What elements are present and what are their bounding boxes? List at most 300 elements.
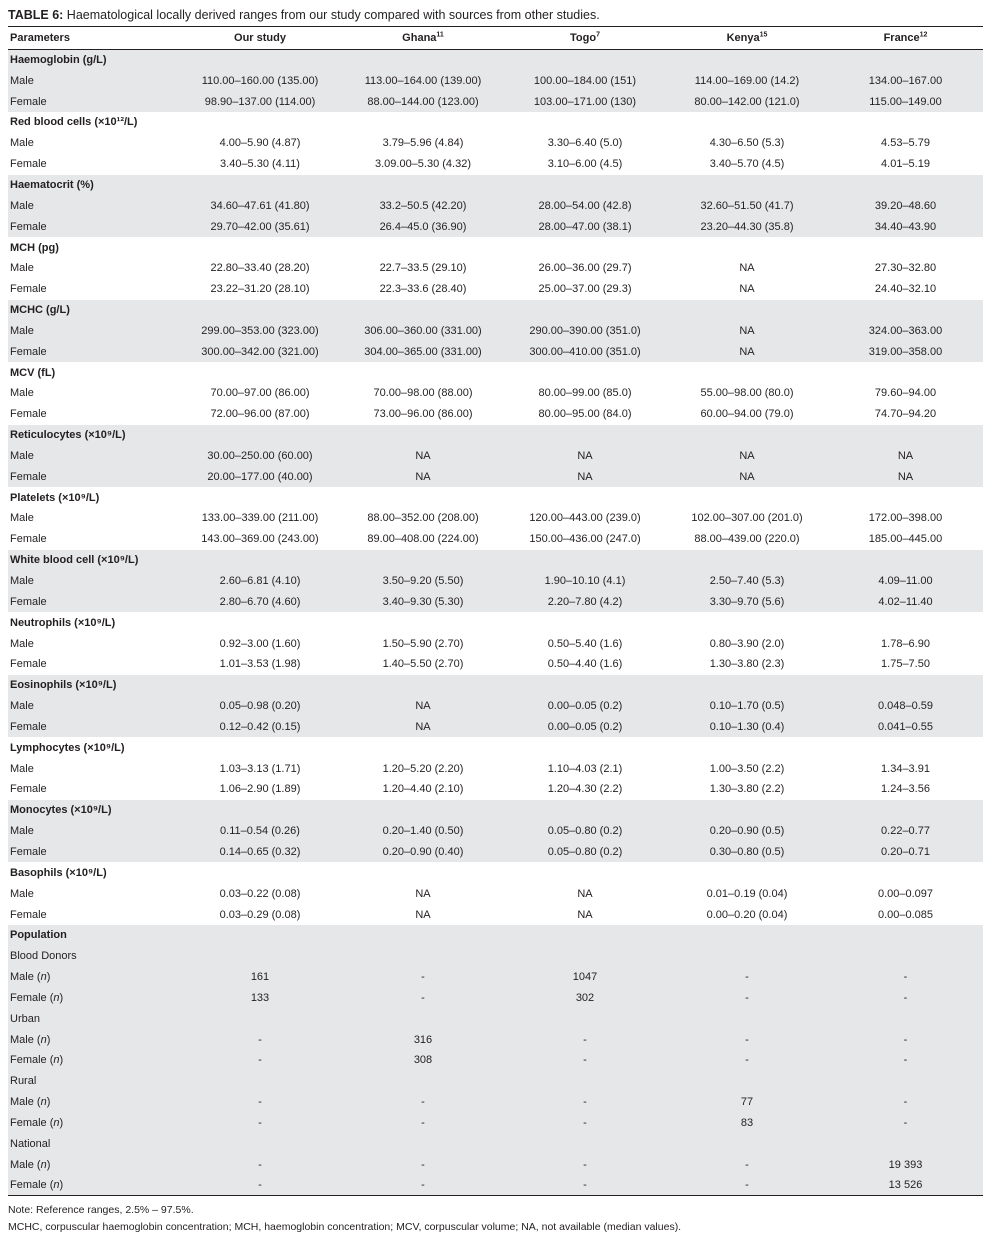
cell-value: - <box>583 1096 587 1109</box>
row-label: MCH (pg) <box>10 241 59 254</box>
cell-value: NA <box>415 908 431 921</box>
cell-value: 80.00–99.00 (85.0) <box>538 387 632 400</box>
section-header-row <box>8 50 983 71</box>
cell-value: 2.60–6.81 (4.10) <box>219 575 301 588</box>
cell-value: 110.00–160.00 (135.00) <box>201 74 319 87</box>
row-label: Female <box>10 908 47 921</box>
cell-value: 1.30–3.80 (2.3) <box>709 658 785 671</box>
cell-value: 185.00–445.00 <box>868 533 943 546</box>
cell-value: 0.22–0.77 <box>881 825 930 838</box>
header-france <box>828 27 983 50</box>
section-header-row <box>8 800 983 821</box>
cell-value: 0.50–4.40 (1.6) <box>547 658 623 671</box>
cell-value: - <box>421 991 425 1004</box>
cell-value: 79.60–94.00 <box>874 387 937 400</box>
cell-value <box>504 550 666 571</box>
cell-value <box>504 925 666 946</box>
cell-value: 13 526 <box>828 1175 983 1196</box>
cell-value <box>666 112 828 133</box>
cell-value: 0.00–0.05 (0.2) <box>547 720 623 733</box>
cell-value <box>504 425 666 446</box>
cell-value: 25.00–37.00 (29.3) <box>538 283 632 296</box>
row-label: Male <box>10 324 34 337</box>
row-label: Male <box>10 137 34 150</box>
table-row <box>8 195 983 216</box>
cell-value: 73.00–96.00 (86.00) <box>373 408 473 421</box>
cell-value: 60.00–94.00 (79.0) <box>700 408 794 421</box>
table-row <box>8 717 983 738</box>
header-ghana <box>342 27 504 50</box>
row-label: Female (n) <box>10 1054 64 1067</box>
row-label: Male <box>10 512 34 525</box>
row-label: Haemoglobin (g/L) <box>10 54 107 67</box>
cell-value: - <box>583 1116 587 1129</box>
row-label: Female <box>10 470 47 483</box>
cell-value: 308 <box>413 1054 433 1067</box>
cell-value: - <box>903 971 908 984</box>
cell-value: 88.00–439.00 (220.0) <box>694 533 800 546</box>
cell-value: NA <box>415 449 431 462</box>
row-label: Female <box>10 845 47 858</box>
table-row <box>8 258 983 279</box>
cell-value: 3.79–5.96 (4.84) <box>382 137 464 150</box>
cell-value: 3.40–5.70 (4.5) <box>709 158 785 171</box>
table-row <box>8 320 983 341</box>
row-label: Male <box>10 449 34 462</box>
cell-value <box>178 175 342 196</box>
cell-value: - <box>903 1054 908 1067</box>
table-row <box>8 216 983 237</box>
table-row <box>8 91 983 112</box>
header-kenya-ref: 15 <box>759 31 768 39</box>
table-row <box>8 779 983 800</box>
cell-value: 1.78–6.90 <box>881 637 930 650</box>
cell-value <box>828 1008 983 1029</box>
cell-value: 0.50–5.40 (1.6) <box>547 637 623 650</box>
cell-value: NA <box>415 887 431 900</box>
cell-value: 28.00–47.00 (38.1) <box>538 220 632 233</box>
table-row <box>8 1092 983 1113</box>
cell-value: 0.048–0.59 <box>877 700 934 713</box>
row-label: Male (n) <box>10 1158 51 1171</box>
cell-value: 304.00–365.00 (331.00) <box>364 345 482 358</box>
cell-value <box>178 925 342 946</box>
cell-value: 1.20–4.40 (2.10) <box>382 783 464 796</box>
cell-value: 102.00–307.00 (201.0) <box>691 512 803 525</box>
cell-value: 20.00–177.00 (40.00) <box>207 470 313 483</box>
cell-value <box>342 946 504 967</box>
cell-value: 316 <box>413 1033 433 1046</box>
row-label: White blood cell (×10⁹/L) <box>10 554 139 567</box>
cell-value: - <box>583 1033 587 1046</box>
cell-value: 1.20–4.30 (2.2) <box>547 783 623 796</box>
cell-value <box>504 800 666 821</box>
cell-value <box>342 612 504 633</box>
table-row <box>8 696 983 717</box>
row-label: Female <box>10 408 47 421</box>
row-label: Female <box>10 345 47 358</box>
cell-value <box>178 237 342 258</box>
cell-value <box>828 1071 983 1092</box>
cell-value <box>666 550 828 571</box>
cell-value <box>828 946 983 967</box>
cell-value: 4.53–5.79 <box>881 137 930 150</box>
cell-value: - <box>666 1175 828 1196</box>
cell-value: 0.03–0.22 (0.08) <box>219 887 301 900</box>
cell-value: 3.09.00–5.30 (4.32) <box>374 158 472 171</box>
table-header-row <box>8 27 983 50</box>
row-label: Lymphocytes (×10⁹/L) <box>10 741 125 754</box>
cell-value: 28.00–54.00 (42.8) <box>538 199 632 212</box>
table-row <box>8 529 983 550</box>
cell-value: 0.20–0.90 (0.5) <box>709 825 785 838</box>
cell-value: 3.10–6.00 (4.5) <box>547 158 623 171</box>
cell-value: 103.00–171.00 (130) <box>533 95 637 108</box>
row-label: Male <box>10 887 34 900</box>
cell-value: 0.92–3.00 (1.60) <box>219 637 301 650</box>
table-row <box>8 133 983 154</box>
section-header-row <box>8 112 983 133</box>
cell-value <box>666 1071 828 1092</box>
cell-value: NA <box>577 470 593 483</box>
table-row <box>8 383 983 404</box>
table-row <box>8 842 983 863</box>
cell-value: 1.06–2.90 (1.89) <box>219 783 301 796</box>
cell-value <box>178 362 342 383</box>
cell-value: 3.30–9.70 (5.6) <box>709 595 785 608</box>
cell-value: - <box>583 1054 587 1067</box>
table-notes <box>8 1202 991 1236</box>
table-row <box>8 591 983 612</box>
cell-value <box>504 237 666 258</box>
table-row <box>8 758 983 779</box>
cell-value <box>504 1133 666 1154</box>
cell-value <box>666 737 828 758</box>
cell-value: - <box>903 991 908 1004</box>
section-header-row <box>8 612 983 633</box>
cell-value: 98.90–137.00 (114.00) <box>204 95 316 108</box>
cell-value: NA <box>415 470 431 483</box>
cell-value <box>178 862 342 883</box>
row-label: Female (n) <box>10 991 64 1004</box>
row-label: Population <box>10 929 67 942</box>
cell-value <box>828 675 983 696</box>
cell-value <box>666 50 828 71</box>
cell-value <box>828 1133 983 1154</box>
cell-value: 33.2–50.5 (42.20) <box>379 199 467 212</box>
cell-value: 0.03–0.29 (0.08) <box>219 908 301 921</box>
cell-value: 3.40–9.30 (5.30) <box>382 595 464 608</box>
table-row <box>8 633 983 654</box>
table-row <box>8 654 983 675</box>
cell-value: 80.00–95.00 (84.0) <box>538 408 632 421</box>
cell-value: 26.4–45.0 (36.90) <box>379 220 467 233</box>
cell-value <box>178 1071 342 1092</box>
cell-value: 74.70–94.20 <box>874 408 937 421</box>
row-label: Male (n) <box>10 971 51 984</box>
row-label: MCV (fL) <box>10 366 56 379</box>
cell-value <box>504 862 666 883</box>
row-label: Female <box>10 658 47 671</box>
table-row <box>8 1154 983 1175</box>
table-row <box>8 883 983 904</box>
cell-value <box>666 612 828 633</box>
cell-value: 34.60–47.61 (41.80) <box>210 199 310 212</box>
cell-value: 4.30–6.50 (5.3) <box>709 137 785 150</box>
cell-value <box>342 175 504 196</box>
cell-value: 2.50–7.40 (5.3) <box>709 575 785 588</box>
cell-value: 133.00–339.00 (211.00) <box>201 512 319 525</box>
cell-value: NA <box>415 700 431 713</box>
cell-value <box>828 800 983 821</box>
cell-value: - <box>745 1158 749 1171</box>
table-row <box>8 446 983 467</box>
row-label: Male <box>10 825 34 838</box>
cell-value: 161 <box>250 971 270 984</box>
cell-value: 4.02–11.40 <box>878 595 933 608</box>
cell-value <box>178 737 342 758</box>
cell-value: 0.05–0.80 (0.2) <box>547 845 623 858</box>
cell-value <box>828 925 983 946</box>
table-row <box>8 1175 983 1196</box>
cell-value: 39.20–48.60 <box>874 199 937 212</box>
cell-value: 24.40–32.10 <box>874 283 937 296</box>
cell-value: 23.22–31.20 (28.10) <box>210 283 310 296</box>
cell-value: 113.00–164.00 (139.00) <box>364 74 482 87</box>
cell-value <box>504 50 666 71</box>
section-header-row <box>8 737 983 758</box>
cell-value: 302 <box>575 991 595 1004</box>
cell-value: 0.00–0.05 (0.2) <box>547 700 623 713</box>
subgroup-row <box>8 1133 983 1154</box>
cell-value: 0.80–3.90 (2.0) <box>709 637 785 650</box>
cell-value: 1.75–7.50 <box>881 658 930 671</box>
cell-value <box>828 487 983 508</box>
cell-value <box>342 50 504 71</box>
cell-value: - <box>745 1054 749 1067</box>
cell-value: 3.40–5.30 (4.11) <box>220 158 300 171</box>
cell-value: 3.30–6.40 (5.0) <box>547 137 623 150</box>
cell-value: 30.00–250.00 (60.00) <box>207 449 313 462</box>
row-label: Male <box>10 762 34 775</box>
cell-value: 70.00–98.00 (88.00) <box>373 387 473 400</box>
row-label: Female <box>10 220 47 233</box>
cell-value: 0.00–0.20 (0.04) <box>706 908 788 921</box>
cell-value <box>342 112 504 133</box>
cell-value: 0.00–0.097 <box>877 887 934 900</box>
cell-value: 0.14–0.65 (0.32) <box>219 845 301 858</box>
cell-value <box>828 612 983 633</box>
cell-value <box>666 175 828 196</box>
cell-value: 34.40–43.90 <box>874 220 937 233</box>
cell-value: 143.00–369.00 (243.00) <box>201 533 319 546</box>
cell-value <box>342 800 504 821</box>
cell-value: - <box>903 1033 908 1046</box>
cell-value: 0.01–0.19 (0.04) <box>706 887 788 900</box>
row-label: Female <box>10 720 47 733</box>
subgroup-row <box>8 946 983 967</box>
row-label: National <box>10 1137 51 1150</box>
haematology-table <box>8 26 983 1196</box>
cell-value: 77 <box>740 1096 754 1109</box>
cell-value: 319.00–358.00 <box>868 345 943 358</box>
cell-value <box>178 50 342 71</box>
cell-value <box>666 800 828 821</box>
cell-value: - <box>178 1175 342 1196</box>
cell-value: 4.09–11.00 <box>878 575 933 588</box>
cell-value: - <box>421 1096 425 1109</box>
cell-value: 4.00–5.90 (4.87) <box>219 137 301 150</box>
cell-value: 89.00–408.00 (224.00) <box>367 533 479 546</box>
cell-value: - <box>583 1158 587 1171</box>
row-label: Female <box>10 595 47 608</box>
section-header-row <box>8 925 983 946</box>
row-label: Basophils (×10⁹/L) <box>10 866 107 879</box>
cell-value: NA <box>739 449 755 462</box>
cell-value: - <box>258 1096 262 1109</box>
table-container <box>8 0 991 1236</box>
cell-value: 134.00–167.00 <box>868 74 943 87</box>
table-row <box>8 154 983 175</box>
cell-value: 1.01–3.53 (1.98) <box>219 658 301 671</box>
cell-value <box>342 300 504 321</box>
cell-value: 0.20–0.90 (0.40) <box>382 845 464 858</box>
table-row <box>8 904 983 925</box>
cell-value: 172.00–398.00 <box>868 512 943 525</box>
caption-text: Haematological locally derived ranges from our study compared with sources from other studies. <box>63 8 600 22</box>
cell-value: 100.00–184.00 (151) <box>533 74 637 87</box>
cell-value: 22.3–33.6 (28.40) <box>379 283 467 296</box>
cell-value <box>666 487 828 508</box>
cell-value: 1.30–3.80 (2.2) <box>709 783 785 796</box>
cell-value: 0.05–0.80 (0.2) <box>547 825 623 838</box>
cell-value: - <box>258 1158 262 1171</box>
cell-value: 72.00–96.00 (87.00) <box>210 408 310 421</box>
table-body <box>8 50 983 1196</box>
section-header-row <box>8 237 983 258</box>
row-label: Male <box>10 700 34 713</box>
table-row <box>8 571 983 592</box>
cell-value <box>666 862 828 883</box>
cell-value: NA <box>739 262 755 275</box>
cell-value <box>666 675 828 696</box>
header-togo-ref: 7 <box>596 31 600 39</box>
cell-value: NA <box>739 470 755 483</box>
cell-value: 150.00–436.00 (247.0) <box>529 533 641 546</box>
cell-value: 1.50–5.90 (2.70) <box>382 637 464 650</box>
section-header-row <box>8 362 983 383</box>
cell-value: 1.24–3.56 <box>881 783 930 796</box>
reference-note: Note: Reference ranges, 2.5% – 97.5%. <box>8 1204 194 1217</box>
cell-value: 306.00–360.00 (331.00) <box>364 324 482 337</box>
header-ghana-ref: 11 <box>436 31 444 39</box>
cell-value: 88.00–144.00 (123.00) <box>367 95 479 108</box>
cell-value <box>178 300 342 321</box>
row-label: Male <box>10 262 34 275</box>
header-kenya-label: Kenya <box>726 32 760 44</box>
cell-value: NA <box>739 324 755 337</box>
cell-value: 0.041–0.55 <box>877 720 934 733</box>
cell-value: 133 <box>250 991 270 1004</box>
section-header-row <box>8 675 983 696</box>
cell-value: 1.03–3.13 (1.71) <box>219 762 301 775</box>
cell-value <box>342 1071 504 1092</box>
cell-value: 324.00–363.00 <box>868 324 943 337</box>
header-togo-label: Togo <box>570 32 597 44</box>
cell-value: 32.60–51.50 (41.7) <box>700 199 794 212</box>
cell-value <box>342 425 504 446</box>
cell-value: - <box>903 1116 908 1129</box>
table-row <box>8 341 983 362</box>
cell-value: 27.30–32.80 <box>874 262 937 275</box>
cell-value <box>178 550 342 571</box>
cell-value <box>666 425 828 446</box>
row-label: Platelets (×10⁹/L) <box>10 491 100 504</box>
row-label: Female (n) <box>10 1116 64 1129</box>
cell-value <box>342 550 504 571</box>
cell-value <box>828 175 983 196</box>
cell-value <box>828 300 983 321</box>
cell-value: 2.20–7.80 (4.2) <box>547 595 623 608</box>
cell-value: - <box>421 1116 425 1129</box>
cell-value <box>178 1133 342 1154</box>
subgroup-row <box>8 1071 983 1092</box>
cell-value: 1.90–10.10 (4.1) <box>544 575 626 588</box>
caption-label: TABLE 6: <box>8 8 64 22</box>
table-row <box>8 1113 983 1134</box>
cell-value: 22.7–33.5 (29.10) <box>379 262 467 275</box>
cell-value <box>178 800 342 821</box>
table-row <box>8 987 983 1008</box>
row-label: Rural <box>10 1075 37 1088</box>
row-label: Reticulocytes (×10⁹/L) <box>10 429 126 442</box>
cell-value: 80.00–142.00 (121.0) <box>694 95 800 108</box>
section-header-row <box>8 300 983 321</box>
cell-value <box>828 862 983 883</box>
subgroup-row <box>8 1008 983 1029</box>
cell-value: NA <box>739 345 755 358</box>
table-row <box>8 821 983 842</box>
cell-value <box>828 237 983 258</box>
cell-value <box>342 675 504 696</box>
row-label: Female <box>10 158 47 171</box>
cell-value: 1.40–5.50 (2.70) <box>382 658 464 671</box>
row-label: Monocytes (×10⁹/L) <box>10 804 112 817</box>
cell-value: 0.10–1.30 (0.4) <box>709 720 785 733</box>
cell-value: 114.00–169.00 (14.2) <box>694 74 800 87</box>
cell-value <box>342 737 504 758</box>
cell-value <box>828 550 983 571</box>
cell-value <box>504 300 666 321</box>
row-label: Male <box>10 199 34 212</box>
cell-value <box>666 362 828 383</box>
row-label: Male <box>10 74 34 87</box>
cell-value: 0.11–0.54 (0.26) <box>220 825 300 838</box>
header-france-ref: 12 <box>919 31 928 39</box>
cell-value <box>178 487 342 508</box>
cell-value <box>178 425 342 446</box>
cell-value: - <box>504 1175 666 1196</box>
cell-value: 0.05–0.98 (0.20) <box>219 700 301 713</box>
row-label: Male (n) <box>10 1033 51 1046</box>
row-label: Male <box>10 575 34 588</box>
cell-value: 88.00–352.00 (208.00) <box>367 512 479 525</box>
cell-value: 300.00–410.00 (351.0) <box>529 345 641 358</box>
cell-value: 290.00–390.00 (351.0) <box>529 324 641 337</box>
row-label: Male <box>10 637 34 650</box>
row-label: Eosinophils (×10⁹/L) <box>10 679 117 692</box>
cell-value: - <box>258 1033 262 1046</box>
